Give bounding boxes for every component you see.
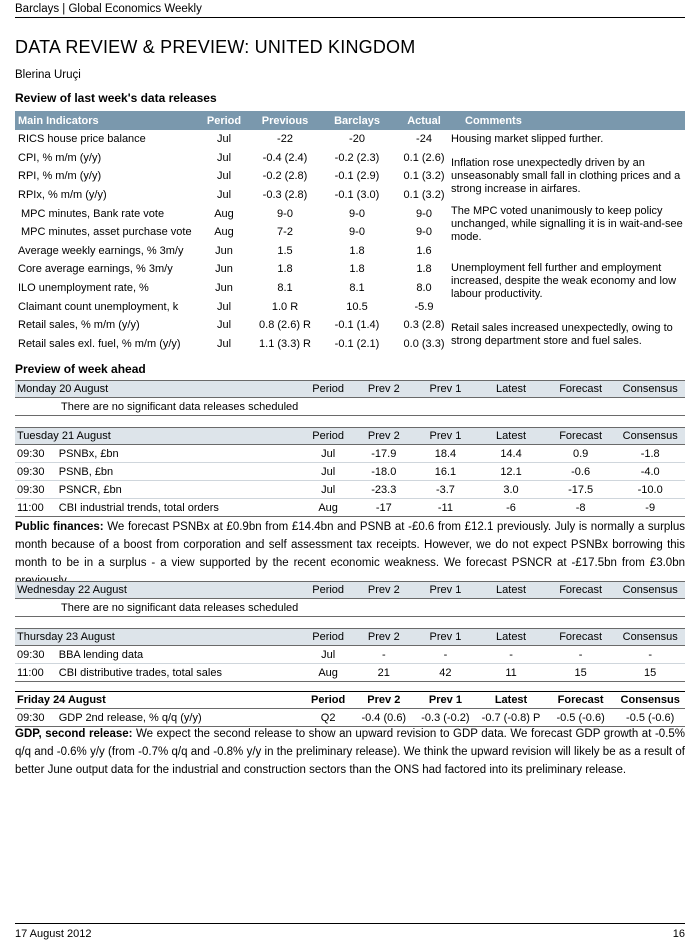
indicator-cell: CPI, % m/m (y/y) bbox=[18, 151, 102, 164]
period-cell: Aug bbox=[318, 501, 338, 514]
previous-cell: 9-0 bbox=[277, 207, 293, 220]
period-cell: Jul bbox=[321, 465, 336, 478]
period-cell: Jul bbox=[321, 483, 336, 496]
comment-inflation: Inflation rose unexpectedly driven by an unseasonably small fall in clothing prices and a strong increase in airfares. bbox=[451, 157, 681, 195]
latest-cell: 3.0 bbox=[503, 483, 519, 496]
forecast-cell: 0.9 bbox=[572, 447, 589, 460]
latest-cell: 11 bbox=[505, 666, 517, 679]
period-cell: Jul bbox=[216, 189, 232, 202]
previous-cell: -0.3 (2.8) bbox=[262, 189, 308, 202]
day-header bbox=[15, 628, 685, 646]
consensus-cell: - bbox=[648, 648, 653, 661]
indicator-cell: MPC minutes, asset purchase vote bbox=[21, 226, 192, 239]
public-finances-text: We forecast PSNBx at £0.9bn from £14.4bn and PSNB at -£0.6 from £12.1 previously. July is normally a surplus month because of a boost from corporation and self assessment tax receipts. However, we do not expect PSNBx borrowing this month to be in a surplus - a view supported by the recent economic weakness. We forecast PSNCR at -£17.5bn from £3.0bn bbox=[15, 521, 686, 569]
indicator-cell: Retail sales exl. fuel, % m/m (y/y) bbox=[18, 337, 181, 350]
period-cell: Jul bbox=[216, 133, 232, 146]
col-forecast: Forecast bbox=[559, 430, 602, 442]
gdp-lead: GDP, second release: bbox=[15, 728, 133, 740]
release-name-cell: CBI industrial trends, total orders bbox=[58, 501, 219, 514]
col-prev2: Prev 2 bbox=[367, 694, 401, 706]
col-prev2: Prev 2 bbox=[367, 584, 400, 596]
author: Blerina Uruçi bbox=[15, 69, 81, 81]
barclays-cell: -0.2 (2.3) bbox=[334, 151, 380, 164]
period-cell: Jul bbox=[216, 151, 232, 164]
time-cell: 09:30 bbox=[17, 648, 45, 661]
previous-cell: 0.8 (2.6) R bbox=[259, 319, 311, 332]
release-name-cell: PSNB, £bn bbox=[58, 465, 114, 478]
day-header bbox=[15, 427, 685, 445]
col-latest: Latest bbox=[496, 430, 526, 442]
preview-section-title: Preview of week ahead bbox=[15, 362, 146, 376]
latest-cell: -0.7 (-0.8) P bbox=[481, 711, 541, 724]
col-actual: Actual bbox=[407, 114, 441, 127]
period-cell: Jul bbox=[216, 319, 232, 332]
no-releases-text: There are no significant data releases scheduled bbox=[61, 601, 299, 614]
col-prev2: Prev 2 bbox=[367, 631, 400, 643]
latest-cell: 14.4 bbox=[500, 447, 522, 460]
actual-cell: 1.8 bbox=[416, 263, 432, 276]
prev1-cell: 42 bbox=[439, 666, 452, 679]
preview-thursday bbox=[15, 628, 685, 682]
day-label: Thursday 23 August bbox=[17, 631, 115, 643]
actual-cell: 0.1 (2.6) bbox=[403, 151, 445, 164]
col-consensus: Consensus bbox=[622, 430, 678, 442]
col-forecast: Forecast bbox=[559, 584, 602, 596]
barclays-cell: 8.1 bbox=[349, 282, 365, 295]
col-prev2: Prev 2 bbox=[367, 383, 400, 395]
prev2-cell: - bbox=[381, 648, 386, 661]
prev1-cell: 18.4 bbox=[434, 447, 457, 460]
consensus-cell: -9 bbox=[645, 501, 656, 514]
actual-cell: 0.1 (3.2) bbox=[403, 189, 445, 202]
indicator-cell: MPC minutes, Bank rate vote bbox=[21, 207, 165, 220]
release-name-cell: BBA lending data bbox=[58, 648, 144, 661]
col-period: Period bbox=[206, 114, 242, 127]
prev2-cell: -17 bbox=[375, 501, 392, 514]
barclays-cell: -0.1 (1.4) bbox=[334, 319, 380, 332]
col-period: Period bbox=[312, 631, 345, 643]
consensus-cell: -1.8 bbox=[640, 447, 660, 460]
actual-cell: 1.6 bbox=[416, 244, 432, 257]
comment-labour: Unemployment fell further and employment increased, despite the weak economy and low labour productivity. bbox=[451, 262, 677, 300]
indicator-cell: Retail sales, % m/m (y/y) bbox=[18, 319, 140, 332]
barclays-cell: -20 bbox=[349, 133, 365, 146]
col-prev1: Prev 1 bbox=[428, 694, 462, 706]
day-header bbox=[15, 581, 685, 599]
barclays-cell: 1.8 bbox=[349, 263, 365, 276]
actual-cell: 0.1 (3.2) bbox=[403, 170, 445, 183]
barclays-cell: -0.1 (3.0) bbox=[334, 189, 380, 202]
gdp-paragraph bbox=[15, 725, 685, 779]
actual-cell: 8.0 bbox=[416, 282, 432, 295]
period-cell: Jun bbox=[215, 244, 233, 257]
col-latest: Latest bbox=[496, 631, 526, 643]
col-latest: Latest bbox=[496, 584, 526, 596]
forecast-cell: -17.5 bbox=[568, 483, 594, 496]
day-header bbox=[15, 691, 685, 709]
comment-retail: Retail sales increased unexpectedly, owing to strong department store and fuel sales. bbox=[451, 322, 673, 347]
day-label: Tuesday 21 August bbox=[17, 430, 111, 442]
review-table-header bbox=[15, 111, 685, 130]
indicator-cell: Claimant count unemployment, k bbox=[18, 300, 179, 313]
day-label: Monday 20 August bbox=[17, 383, 109, 395]
prev2-cell: 21 bbox=[377, 666, 390, 679]
prev2-cell: -23.3 bbox=[371, 483, 397, 496]
no-releases-row bbox=[15, 599, 685, 617]
indicator-cell: RPIx, % m/m (y/y) bbox=[18, 189, 107, 202]
latest-cell: -6 bbox=[506, 501, 516, 514]
col-latest: Latest bbox=[496, 383, 526, 395]
period-cell: Jul bbox=[321, 447, 336, 460]
actual-cell: 0.3 (2.8) bbox=[403, 319, 445, 332]
preview-friday bbox=[15, 691, 685, 727]
preview-monday bbox=[15, 380, 685, 416]
prev1-cell: -11 bbox=[437, 501, 453, 514]
day-header bbox=[15, 380, 685, 398]
barclays-cell: 9-0 bbox=[349, 226, 365, 239]
prev1-cell: -3.7 bbox=[435, 483, 455, 496]
consensus-cell: -10.0 bbox=[637, 483, 663, 496]
col-main-indicators: Main Indicators bbox=[18, 114, 99, 127]
forecast-cell: -0.5 (-0.6) bbox=[556, 711, 605, 724]
period-cell: Aug bbox=[318, 666, 338, 679]
col-period: Period bbox=[311, 694, 346, 706]
consensus-cell: -0.5 (-0.6) bbox=[626, 711, 675, 724]
col-period: Period bbox=[312, 383, 345, 395]
forecast-cell: -8 bbox=[575, 501, 586, 514]
release-name-cell: CBI distributive trades, total sales bbox=[58, 666, 222, 679]
release-row bbox=[15, 445, 685, 463]
prev1-cell: - bbox=[443, 648, 448, 661]
preview-tuesday bbox=[15, 427, 685, 517]
preview-wednesday bbox=[15, 581, 685, 617]
barclays-cell: 9-0 bbox=[349, 207, 365, 220]
col-prev1: Prev 1 bbox=[429, 430, 462, 442]
actual-cell: 9-0 bbox=[416, 207, 432, 220]
release-name-cell: GDP 2nd release, % q/q (y/y) bbox=[58, 711, 202, 724]
prev1-cell: 16.1 bbox=[434, 465, 457, 478]
page-number: 16 bbox=[672, 928, 685, 940]
previous-cell: 1.8 bbox=[277, 263, 293, 276]
period-cell: Jun bbox=[215, 282, 233, 295]
previous-cell: -0.2 (2.8) bbox=[262, 170, 308, 183]
forecast-cell: - bbox=[578, 648, 583, 661]
consensus-cell: -4.0 bbox=[640, 465, 660, 478]
gdp-text: We expect the second release to show an upward revision to GDP data. We forecast GDP growth at -0.5% q/q and -0.6% y/y (from -0.7% q/q and -0.8% y/y in the preliminary release). We think the upward revision will likely be as a result of better June output data for the industrial and construction sectors than the ONS had factored into its preliminary release. bbox=[15, 728, 685, 776]
prev2-cell: -0.4 (0.6) bbox=[361, 711, 407, 724]
col-prev1: Prev 1 bbox=[429, 631, 462, 643]
col-consensus: Consensus bbox=[620, 694, 680, 706]
period-cell: Aug bbox=[214, 207, 234, 220]
release-row bbox=[15, 646, 685, 664]
barclays-cell: 10.5 bbox=[346, 300, 368, 313]
prev2-cell: -17.9 bbox=[371, 447, 397, 460]
time-cell: 11:00 bbox=[17, 501, 44, 514]
period-cell: Jul bbox=[216, 300, 232, 313]
no-releases-text: There are no significant data releases scheduled bbox=[61, 400, 299, 413]
col-forecast: Forecast bbox=[559, 631, 602, 643]
no-releases-row bbox=[15, 398, 685, 416]
previous-cell: 1.0 R bbox=[271, 300, 299, 313]
col-previous: Previous bbox=[261, 114, 309, 127]
time-cell: 11:00 bbox=[17, 666, 44, 679]
col-comments: Comments bbox=[465, 114, 522, 127]
page-title: DATA REVIEW & PREVIEW: UNITED KINGDOM bbox=[15, 37, 416, 57]
col-consensus: Consensus bbox=[622, 631, 678, 643]
release-name-cell: PSNBx, £bn bbox=[58, 447, 119, 460]
col-period: Period bbox=[312, 430, 345, 442]
indicator-cell: RPI, % m/m (y/y) bbox=[18, 170, 102, 183]
col-forecast: Forecast bbox=[557, 694, 604, 706]
period-cell: Q2 bbox=[320, 711, 336, 724]
col-period: Period bbox=[312, 584, 345, 596]
release-row bbox=[15, 664, 685, 682]
previous-cell: 8.1 bbox=[277, 282, 293, 295]
latest-cell: - bbox=[509, 648, 513, 661]
publication-header: Barclays | Global Economics Weekly bbox=[15, 3, 685, 18]
previous-cell: 1.1 (3.3) R bbox=[259, 337, 311, 350]
col-prev2: Prev 2 bbox=[367, 430, 400, 442]
col-consensus: Consensus bbox=[622, 383, 678, 395]
indicator-cell: ILO unemployment rate, % bbox=[18, 282, 149, 295]
footer-date: 17 August 2012 bbox=[15, 928, 92, 940]
period-cell: Jul bbox=[321, 648, 336, 661]
day-label: Wednesday 22 August bbox=[17, 584, 127, 596]
actual-cell: -5.9 bbox=[414, 300, 434, 313]
col-forecast: Forecast bbox=[559, 383, 602, 395]
col-barclays: Barclays bbox=[334, 114, 380, 127]
time-cell: 09:30 bbox=[17, 483, 45, 496]
public-finances-paragraph bbox=[15, 518, 685, 590]
col-latest: Latest bbox=[494, 694, 528, 706]
time-cell: 09:30 bbox=[17, 711, 45, 724]
col-prev1: Prev 1 bbox=[429, 584, 462, 596]
previous-cell: -0.4 (2.4) bbox=[262, 151, 308, 164]
period-cell: Aug bbox=[214, 226, 234, 239]
release-row bbox=[15, 499, 685, 517]
release-row bbox=[15, 463, 685, 481]
col-prev1: Prev 1 bbox=[429, 383, 462, 395]
latest-cell: 12.1 bbox=[500, 465, 522, 478]
day-label: Friday 24 August bbox=[17, 694, 106, 706]
public-finances-lead: Public finances: bbox=[15, 521, 104, 533]
prev2-cell: -18.0 bbox=[371, 465, 397, 478]
comment-mpc: The MPC voted unanimously to keep policy unchanged, while signalling it is in wait-and-see mode. bbox=[451, 205, 683, 243]
previous-cell: -22 bbox=[277, 133, 293, 146]
review-section-title: Review of last week's data releases bbox=[15, 91, 217, 105]
indicator-cell: Average weekly earnings, % 3m/y bbox=[18, 244, 184, 257]
indicator-cell: RICS house price balance bbox=[18, 133, 146, 146]
release-name-cell: PSNCR, £bn bbox=[58, 483, 122, 496]
col-consensus: Consensus bbox=[622, 584, 678, 596]
period-cell: Jun bbox=[215, 263, 233, 276]
period-cell: Jul bbox=[216, 337, 232, 350]
barclays-cell: 1.8 bbox=[349, 244, 365, 257]
page-footer bbox=[15, 923, 685, 940]
actual-cell: 0.0 (3.3) bbox=[403, 337, 445, 350]
comment-housing: Housing market slipped further. bbox=[451, 133, 604, 145]
release-row bbox=[15, 481, 685, 499]
time-cell: 09:30 bbox=[17, 465, 45, 478]
review-row bbox=[15, 242, 685, 261]
previous-cell: 7-2 bbox=[277, 226, 293, 239]
prev1-cell: -0.3 (-0.2) bbox=[421, 711, 470, 724]
previous-cell: 1.5 bbox=[277, 244, 293, 257]
barclays-cell: -0.1 (2.9) bbox=[334, 170, 380, 183]
indicator-cell: Core average earnings, % 3m/y bbox=[18, 263, 173, 276]
period-cell: Jul bbox=[216, 170, 232, 183]
actual-cell: -24 bbox=[416, 133, 432, 146]
barclays-cell: -0.1 (2.1) bbox=[334, 337, 380, 350]
actual-cell: 9-0 bbox=[416, 226, 432, 239]
forecast-cell: 15 bbox=[574, 666, 587, 679]
consensus-cell: 15 bbox=[644, 666, 657, 679]
time-cell: 09:30 bbox=[17, 447, 45, 460]
forecast-cell: -0.6 bbox=[571, 465, 591, 478]
